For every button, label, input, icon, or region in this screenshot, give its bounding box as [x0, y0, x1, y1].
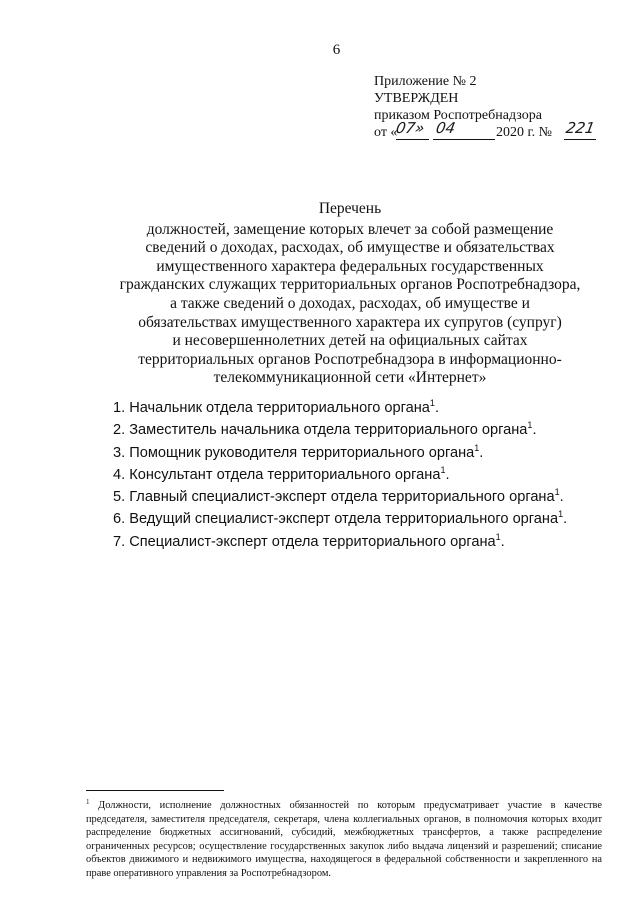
title-heading: Перечень — [318, 200, 382, 217]
list-item: 5. Главный специалист-эксперт отдела территориального органа$^1$. — [113, 487, 564, 506]
title-line: должностей, замещение которых влечет за собой размещение — [146, 220, 554, 238]
list-item: 6. Ведущий специалист-эксперт отдела территориального органа$^1$. — [113, 509, 568, 528]
approved-label: УТВЕРЖДЕН — [374, 91, 459, 106]
footnote-text: Должности, исполнение должностных обязанностей по которым предусматривает участие в качестве председателя, заместителя председателя, секретаря, члена коллегиальных органов, в полномочия которых входит распределение бюджетных ассигнований, субсидий, межбюджетных трансфертов, а также распределение ограниченных ресурсов; осуществление государственных закупок либо выдача лицензий и разрешений; списание объектов движимого и недвижимого имущества, находящегося в федеральной собственности и закрепленного на праве оперативного управления за Роспотребнадзором. — [86, 800, 602, 879]
page-number: 6 — [332, 42, 341, 58]
footnote-ref: 1 — [527, 420, 533, 431]
list-item: 2. Заместитель начальника отдела территориального органа$^1$. — [113, 420, 537, 439]
title-line: телекоммуникационной сети «Интернет» — [213, 369, 487, 387]
list-item: 3. Помощник руководителя территориального органа$^1$. — [113, 442, 484, 461]
handwritten-day: 07» — [394, 119, 427, 137]
handwritten-order-number: 221 — [564, 119, 597, 137]
footnote-mark: 1 — [86, 798, 90, 806]
title-line: гражданских служащих территориальных органов Роспотребнадзора, — [119, 276, 581, 294]
footnote-ref: 1 — [429, 398, 435, 408]
footnote-ref: 1 — [474, 442, 480, 453]
title-line: сведений о доходах, расходах, об имуществе и обязательствах — [145, 239, 555, 257]
footnote-ref: 1 — [495, 531, 501, 542]
list-item: 4. Консультант отдела территориального органа$^1$. — [113, 464, 450, 483]
footnote-ref: 1 — [558, 509, 564, 520]
positions-list — [113, 397, 593, 553]
footnote-divider — [86, 790, 224, 791]
list-item: 1. Начальник отдела территориального органа$^1$. — [113, 398, 439, 416]
title-line: территориальных органов Роспотребнадзора в информационно- — [138, 350, 562, 368]
handwritten-month: 04 — [434, 119, 457, 137]
approval-stamp-block — [374, 73, 597, 141]
footnote-ref: 1 — [440, 464, 446, 475]
title-line: и несовершеннолетних детей на официальных сайтах — [172, 332, 528, 350]
title-line: обязательствах имущественного характера их супругов (супруг) — [138, 313, 562, 331]
footnote — [86, 799, 602, 881]
date-prefix: от « — [374, 125, 398, 140]
footnote-ref: 1 — [554, 487, 560, 498]
year-and-number-label: 2020 г. № — [496, 125, 553, 140]
title-line: имущественного характера федеральных государственных — [156, 257, 544, 275]
order-date-line — [374, 119, 597, 141]
list-item: 7. Специалист-эксперт отдела территориального органа$^1$. — [113, 531, 505, 550]
appendix-label: Приложение № 2 — [374, 74, 477, 89]
document-title — [100, 200, 600, 388]
order-issuer: приказом Роспотребнадзора — [374, 108, 542, 123]
title-line: а также сведений о доходах, расходах, об имуществе и — [170, 294, 530, 312]
